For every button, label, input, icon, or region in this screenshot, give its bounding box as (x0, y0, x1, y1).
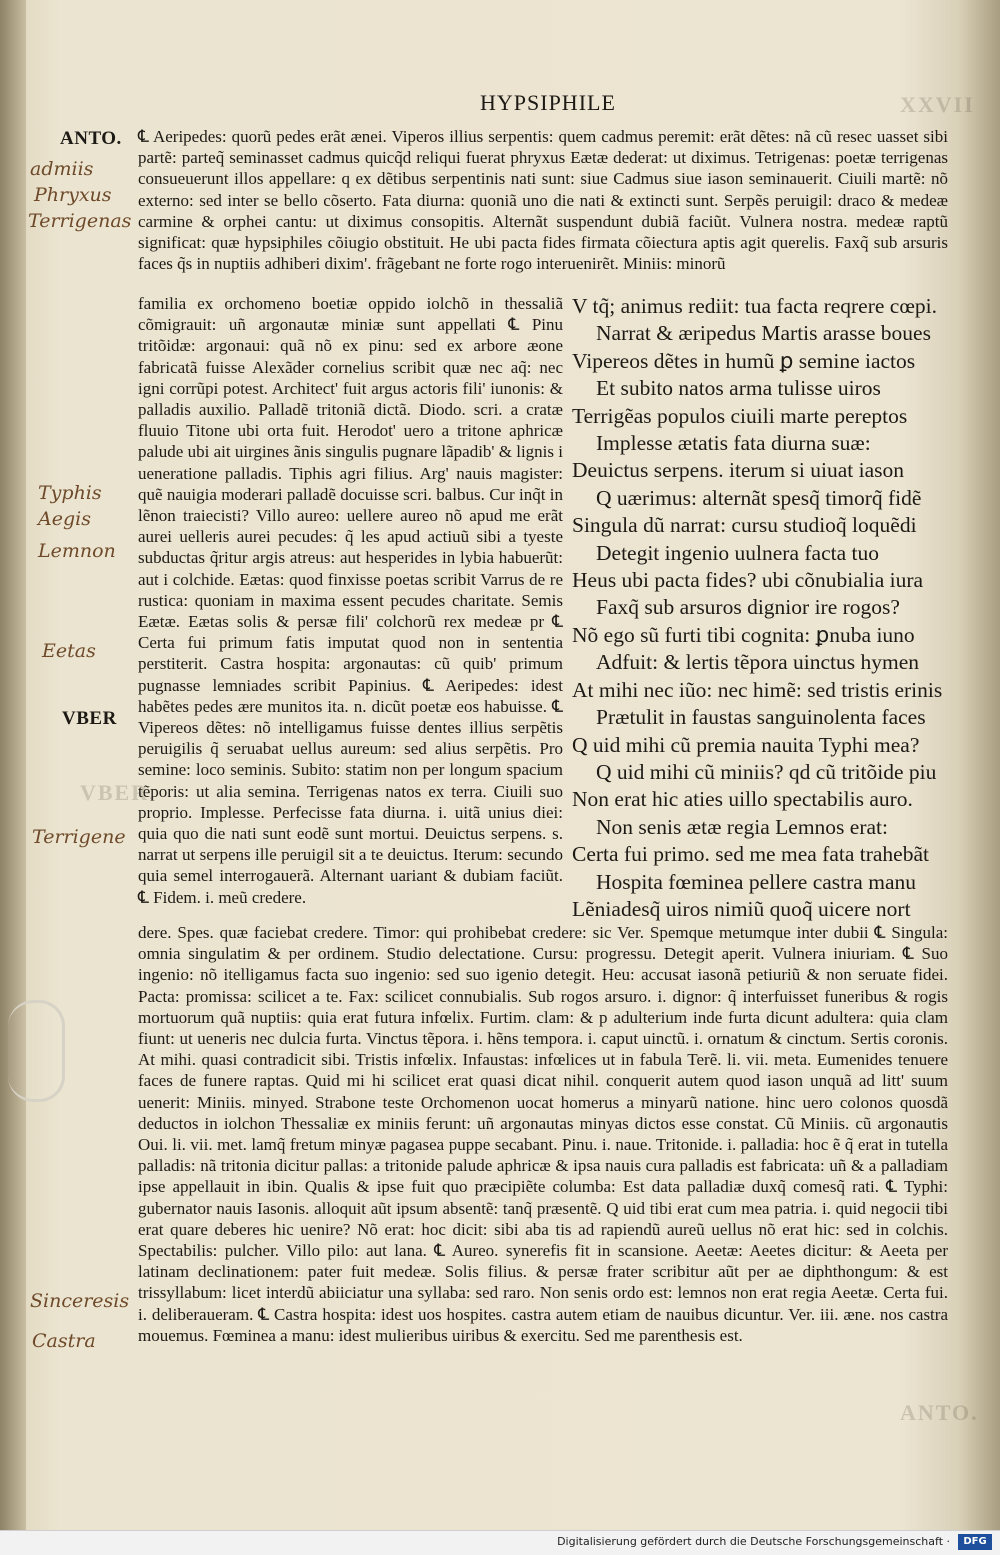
verse-line: Non senis ætæ regia Lemnos erat: (596, 814, 888, 839)
margin-note: Castra (32, 1330, 96, 1352)
verse-line: At mihi nec iũo: nec himẽ: sed tristis erinis (572, 677, 943, 702)
margin-note: admiis (30, 158, 94, 180)
commentary-left-column (138, 293, 563, 908)
verse-line: Q uærimus: alternãt spesq̃ timorq̃ fidẽ (596, 485, 922, 510)
verse-line: Et subito natos arma tulisse uiros (596, 376, 881, 401)
verse-line: Faxq̃ sub arsuros dignior ire rogos? (596, 595, 900, 620)
margin-note: Terrigenas (28, 210, 132, 232)
commentary-paragraph: dere. Spes. quæ faciebat credere. Timor: qui prohibebat credere: sic Ver. Spemque metumque inter dubii ℄ Singula: omnia singulatim & per ordinem. Studio delectatione. Cursu: progressu. Detegit aperit. Vulnera iniuriam. ℄ Suo ingenio: nõ itelligamus facta suo ingenio: sed suo igenio detegit. Heu: accusat iasonã petiuriũ & non seruate fidei. Pacta: promissa: scilicet a te. Fax: scilicet connubialis. Sub rogos arsuro. i. dignor: q̃ interfuisset funeribus & rogis mortuorum quã nuptiis: quia erat futura infœlix. Furtim. clam: & p adulterium inde furta dicunt adultera: quia clam fiunt: ut ueneris nec dulcia furta. Vinctus tẽpora. i. hẽns tempora. i. caput uinctũ. i. ornatum & cinctum. Sertis coronis. At mihi. quasi contradicit sibi. Tristis infœlix. Infaustas: infœlices ut in fabula Terẽ. li. vii. meta. Eumenides tenuere faces de funere raptas. Quid mi hi scilicet erat quasi dicat nihil. conquerit autem quod iason unquã ad litt' suum uenerit: Miniis. minyed. Strabone teste Orchomenon uocat homerus a minyarũ natione. hinc uero colonos quosdã deductos in iolchon Thessaliæ ex miniis ferunt: uñ argonautas minyas dictos esse constat. Cũ Miniis. cũ argonautis Oui. li. vii. met. lamq̃ fretum minyæ pagasea puppe secabant. Pinu. i. naue. Tritonide. i. palladia: hoc ẽ q̃ erat in tutella palladis: nã tritonia dicitur pallas: a tritonide palude aphricæ & ipsa nauis cura palladis est fabricata: uñ & a palladiam ipse appellauit in ibin. Qualis & ipse fuit quo præcipiẽte columba: Est data palladiæ duxq̃ comesq̃ rati. ℄ Typhi: gubernator nauis Iasonis. alloquit aũt ipsum absentẽ: tanq̃ præsentẽ. Q uid tibi erat cum mea patria. i. quid negocii tibi erat quare deberes hic uenire? Nõ erat: hoc dicit: sibi aba tis ad rapiendũ aureũ uellus nõ erat hic: sed in colchis. Spectabilis: pulcher. Villo pilo: aut lana. ℄ Aureo. synerefis fit in scansione. Aeetæ: Aeetes dicitur: & Aeeta per latinam declinationem: pater fuit medeæ. Solis filius. & persæ frater scribitur aũt per ae diphthongum: & est trissyllabum: licet interdũ abiiciatur una syllaba: sed raro. Non senis ordo est: lemnos non erat regia Aeetæ. Certa fui. i. deliberaueram. ℄ Castra hospita: idest uos hospites. castra autem etiam de nauibus dicuntur. Ver. iii. æne. nos castra mouemus. Fœminea a manu: idest mulieribus uiribus & exercitu. Sed me parenthesis est. (138, 923, 948, 1345)
dfg-logo: DFG (958, 1534, 992, 1550)
margin-note: Phryxus (34, 184, 112, 206)
margin-note: Typhis (38, 482, 102, 504)
verse-line: Q uid mihi cũ premia nauita Typhi mea? (572, 732, 920, 757)
poem-verses (572, 293, 952, 923)
book-gutter (0, 0, 26, 1530)
margin-note: Lemnon (38, 540, 116, 562)
commentary-bottom (138, 922, 948, 1346)
section-tag-anto: ANTO. (60, 128, 122, 149)
verse-line: Vipereos dẽtes in humũ ꝑ semine iactos (572, 348, 916, 373)
margin-note: Sinceresis (30, 1290, 130, 1312)
verse-line: Heus ubi pacta fides? ubi cõnubialia iura (572, 568, 924, 593)
margin-note: Terrigene (32, 826, 126, 848)
verse-line: Narrat & æripedus Martis arasse boues (596, 321, 931, 346)
verse-line: Nõ ego sũ furti tibi cognita: ꝑnuba iuno (572, 622, 915, 647)
verse-line: Hospita fœminea pellere castra manu (596, 869, 916, 894)
verse-line: Adfuit: & lertis tẽpora uinctus hymen (596, 650, 920, 675)
verse-line: Q uid mihi cũ miniis? qd cũ tritõide piu (596, 759, 937, 784)
verse-line: Implesse ætatis fata diurna suæ: (596, 431, 871, 456)
verse-line: Non erat hic aties uillo spectabilis auro. (572, 787, 913, 812)
commentary-paragraph: familia ex orchomeno boetiæ oppido iolchõ in thessaliã cõmigrauit: uñ argonautæ miniæ sunt appellati ℄ Pinu tritõidæ: argonaui: quã nõ ex pinu: sed ex arbore æone fabricatã fuisse Alexãder cornelius scribit quæ nec aq̃: nec igni corrũpi potest. Architect' fuit argus actoris fili' iunonis: & palladis auxilio. Palladẽ tritoniã dictã. Diodo. scri. a cratæ fluuio Titone ubi orta fuit. Herodot' uero a tritone aphricæ palude ubi ait uirgines ãnis singulis pugnare lãpadib' & lignis i ueneratione palladis. Tiphis agri filius. Arg' nauis magister: quẽ nauigia moderari palladẽ docuisse scri. balbus. Cur inq̃t in lẽnon traiecisti? Villo aureo: uellere aureo nõ apud me erãt aurei uelleris aurei pecudes: q̃ les apud actiuũ sibi a tyeste subductas q̃ritur argis atreus: aut hesperides in lybia habuerũt: aut i colchide. Eætas: quod finxisse poetas scribit Varrus de re rustica: quoniam in maxima essent pecudes charitate. Semis Eætæ. Eætas solis & persæ fili' colchorũ rex medeæ pr ℄ Certa fui primum fatis imputat quod non in sententia perstiterit. Castra hospita: argonautas: cũ quib' primum pugnasse lemniades scribit Papinius. ℄ Aeripedes: idest habẽtes pedes ære munitos ita. n. dicũt poetæ eos habuisse. ℄ Vipereos dẽtes: nõ intelligamus fuisse dentes illius serpẽtis peruigilis q̃ seruabat uellus aureum: sed alius serpẽtis. Pro semine: loco seminis. Subito: statim non per longum spacium tẽporis: ut alia semina. Terrigenas natos ex terra. Ciuili suo proprio. Implesse. Perfecisse fata diurna. i. uitã unius diei: quia quo die nati sunt eodẽ sunt mortui. Deuictus serpens. s. narrat ut serpens ille peruigil sit a te deuictus. Iterum: secundo quia semel interrogauerã. Alternant uariant & dubiam faciũt. ℄ Fidem. i. meũ credere. (138, 294, 563, 907)
commentary-top (138, 126, 948, 274)
margin-note: Aegis (38, 508, 91, 530)
bleed-through-tag: ANTO. (900, 1400, 979, 1425)
bleed-through-numeral: XXVII (900, 92, 975, 117)
page-clip (8, 1000, 65, 1102)
verse-line: Prætulit in faustas sanguinolenta faces (596, 705, 926, 730)
verse-line: Detegit ingenio uulnera facta tuo (596, 540, 879, 565)
verse-line: Lẽniadesq̃ uiros nimiũ quoq̃ uicere nort (572, 896, 911, 921)
bleed-through-tag: VBER. (80, 780, 157, 805)
section-tag-uber: VBER (62, 708, 117, 729)
running-head: HYPSIPHILE (480, 90, 616, 115)
verse-line: Deuictus serpens. iterum si uiuat iason (572, 458, 904, 483)
margin-note: Eetas (42, 640, 96, 662)
viewer-footer (0, 1530, 1000, 1555)
funding-credit: Digitalisierung gefördert durch die Deutsche Forschungsgemeinschaft · (557, 1535, 950, 1548)
verse-line: Certa fui primo. sed me mea fata trahebãt (572, 842, 929, 867)
verse-line: Terrigẽas populos ciuili marte pereptos (572, 403, 908, 428)
commentary-paragraph: ℄ Aeripedes: quorũ pedes erãt ænei. Viperos illius serpentis: quem cadmus peremit: erãt dẽtes: nã cũ resec uasset sibi partẽ: parteq̃ seminasset cadmus quicq̃d reliqui fuerat phryxus Eætæ dederat: ut diximus. Tetrigenas: poetæ terrigenas consueuerunt illos appellare: q ex dẽtibus serpentinis nati sunt: siue Cadmus siue iason seminauerit. Ciuili martẽ: nõ externo: sed inter se bello cõserto. Fata diurna: quoniã uno die nati & extincti sunt. Serpẽs peruigil: draco & medeæ carmine & orphei cantu: ut diximus consopitis. Alternãt suspendunt dubiã faciũt. Vulnera nostra. medeæ raptũ significat: quæ hypsiphiles cõiugio obstituit. He ubi pacta fides firmata cõiectura aptis agit querelis. Faxq̃ sub arsuris faces q̃s in nuptiis adhiberi dixim'. frãgebant ne forte rogo interuenirẽt. Miniis: minorũ (138, 127, 948, 274)
page-fore-edge (960, 0, 1000, 1530)
verse-line: V tq̃; animus rediit: tua facta reqrere cœpi. (572, 294, 937, 318)
verse-line: Singula dũ narrat: cursu studioq̃ loquẽdi (572, 513, 917, 538)
